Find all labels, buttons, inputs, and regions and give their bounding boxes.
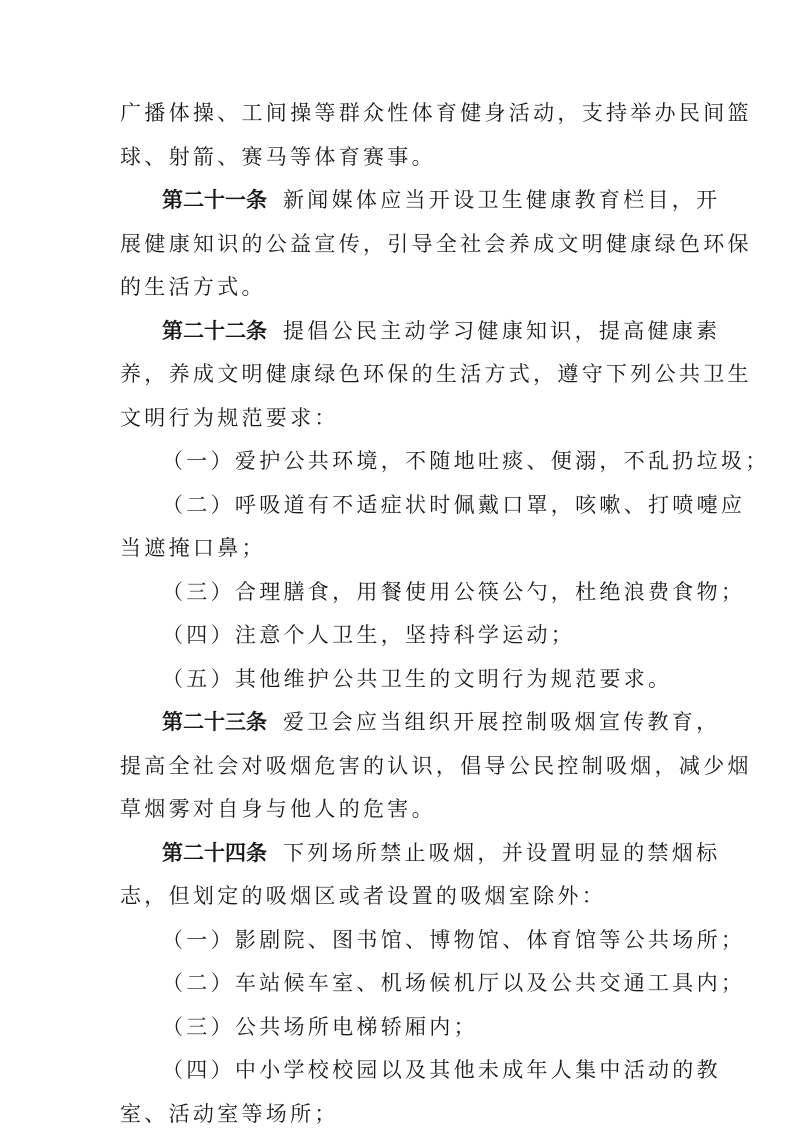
article-22-line (162, 316, 721, 346)
paragraph-line: 志，但划定的吸烟区或者设置的吸烟室除外： (120, 884, 606, 908)
list-item: （二）车站候车室、机场候机厅以及公共交通工具内； (162, 971, 746, 995)
paragraph-line: 草烟雾对自身与他人的危害。 (120, 797, 436, 821)
article-text: 爱卫会应当组织开展控制吸烟宣传教育， (283, 710, 721, 734)
paragraph-line: 展健康知识的公益宣传，引导全社会养成文明健康绿色环保 (120, 231, 752, 256)
list-item: （四）注意个人卫生，坚持科学运动； (162, 623, 576, 647)
list-item: （三）合理膳食，用餐使用公筷公勺，杜绝浪费食物； (162, 579, 746, 604)
paragraph-line: 球、射箭、赛马等体育赛事。 (120, 144, 436, 169)
list-item: （四）中小学校校园以及其他未成年人集中活动的教 (162, 1058, 721, 1082)
article-number: 第二十二条 (162, 318, 267, 343)
article-21-line (162, 185, 721, 215)
article-number: 第二十一条 (162, 188, 267, 212)
paragraph-line: 的生活方式。 (120, 275, 266, 299)
paragraph-line: 文明行为规范要求： (120, 405, 339, 430)
list-item: （二）呼吸道有不适症状时佩戴口罩，咳嗽、打喷嚏应 (162, 492, 746, 517)
paragraph-line: 广播体操、工间操等群众性体育健身活动，支持举办民间篮 (120, 101, 752, 125)
article-text: 新闻媒体应当开设卫生健康教育栏目，开 (283, 188, 721, 212)
list-item: （五）其他维护公共卫生的文明行为规范要求。 (162, 666, 673, 691)
list-item: （一）爱护公共环境，不随地吐痰、便溺，不乱扔垃圾； (162, 449, 770, 473)
article-text: 下列场所禁止吸烟，并设置明显的禁烟标 (283, 840, 721, 865)
paragraph-line: 当遮掩口鼻； (120, 536, 266, 560)
article-text: 提倡公民主动学习健康知识，提高健康素 (283, 318, 721, 343)
paragraph-line: 提高全社会对吸烟危害的认识，倡导公民控制吸烟，减少烟 (120, 753, 752, 778)
article-23-line (162, 707, 721, 737)
article-number: 第二十四条 (162, 840, 267, 865)
list-item: （一）影剧院、图书馆、博物馆、体育馆等公共场所； (162, 927, 746, 952)
paragraph-line: 室、活动室等场所； (120, 1101, 339, 1126)
list-item: （三）公共场所电梯轿厢内； (162, 1014, 478, 1039)
article-number: 第二十三条 (162, 710, 267, 734)
paragraph-line: 养，养成文明健康绿色环保的生活方式，遵守下列公共卫生 (120, 362, 752, 386)
article-24-line (162, 838, 721, 868)
